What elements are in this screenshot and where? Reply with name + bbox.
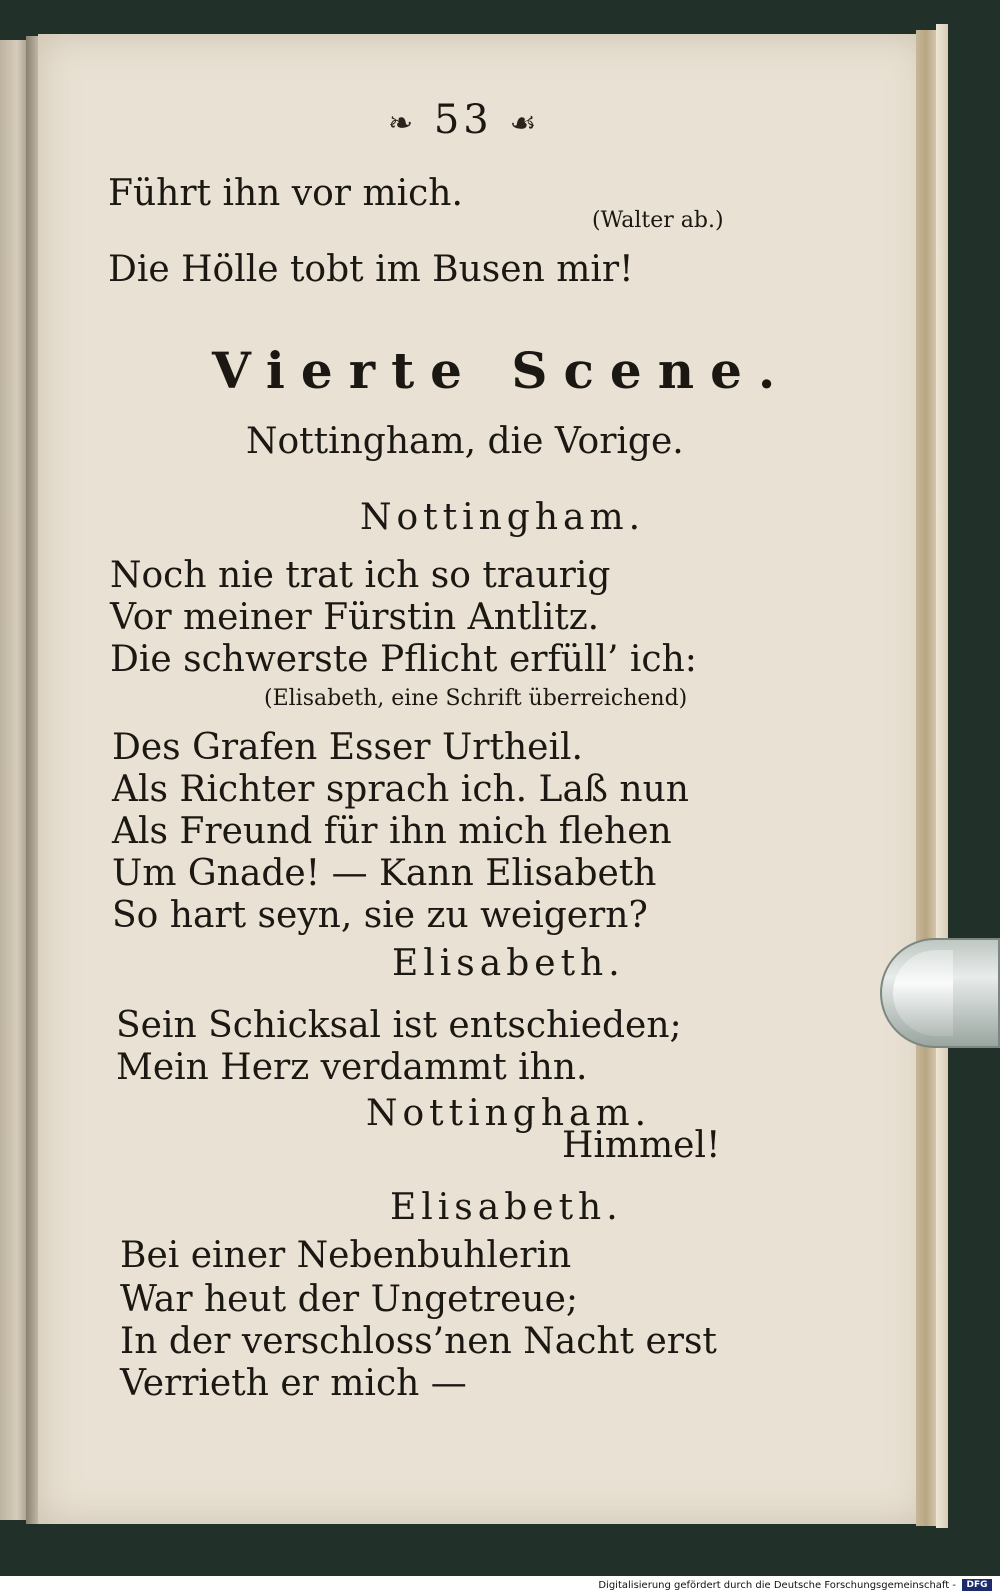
verse-line: Verrieth er mich — bbox=[120, 1363, 467, 1404]
speaker-name: Nottingham. bbox=[366, 1093, 652, 1134]
ornament-right-icon: ☙ bbox=[509, 106, 541, 141]
verse-line: Die Hölle tobt im Busen mir! bbox=[108, 249, 634, 290]
verse-line: Mein Herz verdammt ihn. bbox=[116, 1047, 588, 1088]
verse-line: Als Richter sprach ich. Laß nun bbox=[112, 769, 689, 810]
page-number: 53 bbox=[433, 97, 493, 143]
speaker-name: Elisabeth. bbox=[390, 1187, 623, 1228]
verse-line: Vor meiner Fürstin Antlitz. bbox=[110, 597, 600, 638]
verse-line: In der verschloss’nen Nacht erst bbox=[120, 1321, 717, 1362]
verse-line: Noch nie trat ich so traurig bbox=[110, 555, 611, 596]
left-page-edge bbox=[0, 40, 28, 1520]
verse-line: Um Gnade! — Kann Elisabeth bbox=[112, 853, 657, 894]
stage-direction: (Elisabeth, eine Schrift überreichend) bbox=[264, 686, 688, 711]
verse-line: Als Freund für ihn mich flehen bbox=[112, 811, 672, 852]
funding-credit: Digitalisierung gefördert durch die Deutsche Forschungsgemeinschaft - bbox=[598, 1580, 956, 1591]
verse-line: Himmel! bbox=[562, 1125, 721, 1166]
verse-line: Bei einer Nebenbuhlerin bbox=[120, 1235, 572, 1276]
dfg-logo: DFG bbox=[962, 1579, 992, 1591]
speaker-name: Nottingham. bbox=[360, 497, 646, 538]
page-edge-stack bbox=[936, 24, 948, 1528]
verse-line: War heut der Ungetreue; bbox=[120, 1279, 579, 1320]
verse-line: Die schwerste Pflicht erfüll’ ich: bbox=[110, 639, 697, 680]
scene-cast: Nottingham, die Vorige. bbox=[246, 421, 684, 462]
stage-direction: (Walter ab.) bbox=[592, 208, 724, 233]
verse-line: Des Grafen Esser Urtheil. bbox=[112, 727, 583, 768]
speaker-name: Elisabeth. bbox=[392, 943, 625, 984]
page-edge-right bbox=[916, 30, 938, 1526]
verse-line: So hart seyn, sie zu weigern? bbox=[112, 895, 648, 936]
ornament-left-icon: ❧ bbox=[388, 106, 418, 141]
page-header bbox=[388, 97, 541, 143]
verse-line: Sein Schicksal ist entschieden; bbox=[116, 1005, 682, 1046]
scene-heading: Vierte Scene. bbox=[212, 341, 792, 400]
verse-line: Führt ihn vor mich. bbox=[108, 173, 463, 214]
